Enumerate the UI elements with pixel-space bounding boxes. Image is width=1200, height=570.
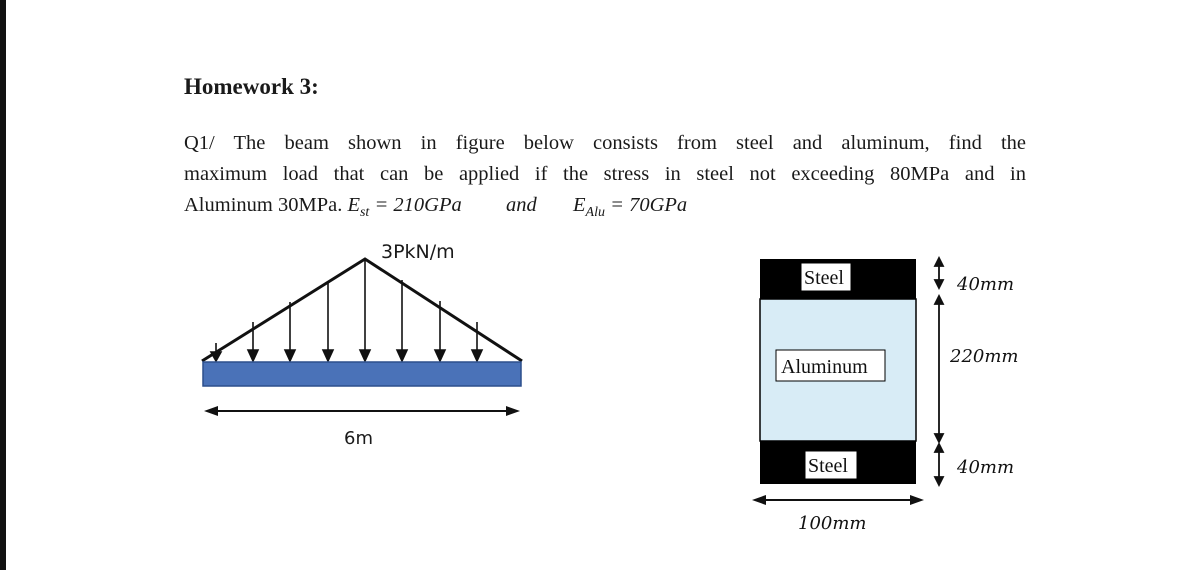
top-dim-arrow-up [935, 258, 943, 266]
middle-dim-arrow-down [935, 434, 943, 442]
triangular-load-outline [202, 259, 522, 361]
question-line-1: Q1/ The beam shown in figure below consists from steel and aluminum, find the [184, 132, 1026, 154]
span-label: 6m [344, 428, 373, 449]
steel-top-label: Steel [804, 267, 844, 289]
load-arrow-head [248, 350, 258, 361]
cross-section-figure [752, 258, 1019, 534]
load-arrow-head [397, 350, 407, 361]
top-dim-arrow-down [935, 280, 943, 288]
span-arrow-right [506, 406, 520, 416]
load-arrow-head [360, 350, 370, 361]
top-dim-label: 40mm [957, 274, 1015, 295]
span-arrow-left [204, 406, 218, 416]
middle-dim-label: 220mm [950, 346, 1019, 367]
vertical-dimensions [935, 258, 943, 485]
middle-dim-arrow-up [935, 296, 943, 304]
load-label: 3PkN/m [381, 241, 455, 263]
est-symbol: E [347, 194, 360, 216]
load-arrow-head [323, 350, 333, 361]
est-value: = 210GPa [374, 194, 462, 216]
bottom-dim-arrow-up [935, 444, 943, 452]
load-arrow-head [435, 350, 445, 361]
beam [203, 362, 521, 386]
and-word: and [506, 194, 537, 216]
load-arrows [211, 260, 482, 361]
width-dim-label: 100mm [798, 513, 867, 534]
ealu-symbol: E [573, 194, 586, 216]
aluminum-label: Aluminum [781, 356, 868, 378]
ealu-subscript: Alu [585, 205, 605, 220]
beam-figure [202, 241, 522, 449]
width-arrow-right [910, 495, 924, 505]
load-arrow-head [285, 350, 295, 361]
bottom-dim-arrow-down [935, 477, 943, 485]
page-title: Homework 3: [184, 74, 319, 99]
ealu-value: = 70GPa [610, 194, 688, 216]
bottom-dim-label: 40mm [957, 457, 1015, 478]
question-line-2: maximum load that can be applied if the stress in steel not exceeding 80MPa and in [184, 163, 1026, 185]
aluminum-stress-text: Aluminum 30MPa. [184, 194, 343, 216]
load-arrow-head [472, 350, 482, 361]
est-subscript: st [359, 205, 370, 220]
steel-bottom-label: Steel [808, 455, 848, 477]
width-arrow-left [752, 495, 766, 505]
